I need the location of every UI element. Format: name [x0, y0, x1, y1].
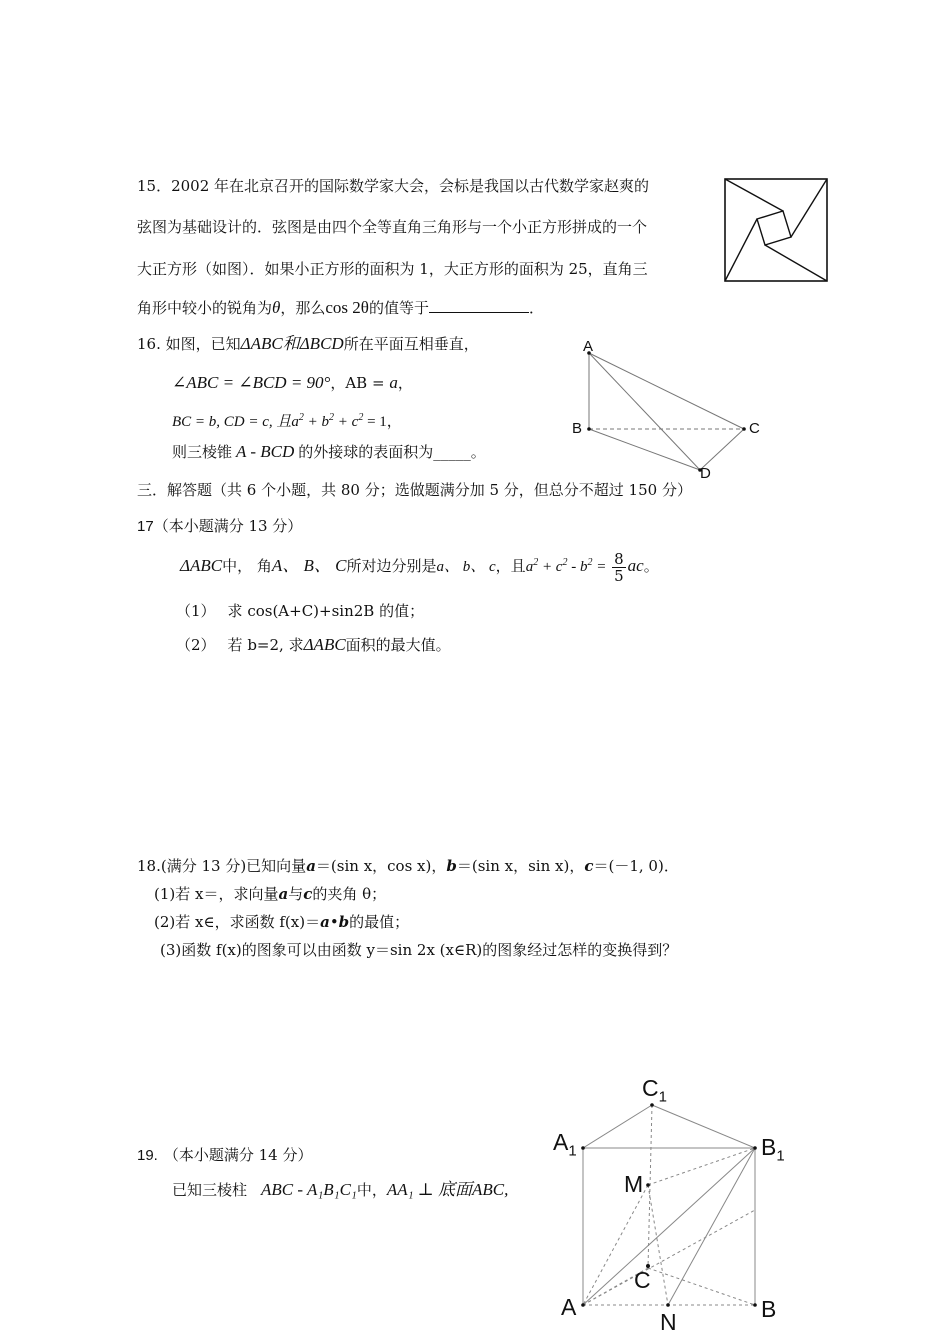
q19-label-b1-sub: 1 [776, 1147, 785, 1165]
q18-vector-b: b [446, 857, 457, 875]
q17-sides: a、 b、 c [436, 559, 496, 575]
q15-text-c: 的值等于 [368, 299, 429, 317]
q16-label-a: A [583, 338, 594, 355]
q19-label-a1-letter: A [553, 1129, 569, 1155]
q18-c-def: ＝(－1, 0)． [593, 857, 679, 875]
q19-label-c1-sub: 1 [658, 1088, 667, 1106]
q17-equation: $a^2 + c^2 - b^2$ = [525, 557, 611, 575]
q17-text-a: 中， 角 [222, 557, 272, 575]
q18-a-def: ＝(sin x，cos x)， [315, 857, 447, 875]
q15-line1: 15．2002 年在北京召开的国际数学家大会，会标是我国以古代数学家赵爽的 [137, 177, 650, 195]
q19-label-n: N [660, 1309, 677, 1335]
q19-label-c: C [634, 1267, 651, 1293]
q19-label-a1-sub: 1 [568, 1142, 577, 1160]
q18-part1-text-c: 的夹角 θ； [312, 885, 387, 903]
q19-label-b: B [761, 1296, 777, 1322]
q19-label-m: M [624, 1171, 644, 1197]
q16-label-d: D [700, 465, 711, 482]
q18-vector-a: a [306, 857, 316, 875]
q19-perpendicular: AA₁ ⊥ 底面ABC, [386, 1180, 509, 1199]
q17-triangle: ΔABC [180, 556, 223, 575]
q16-angles: ∠ABC = ∠BCD = 90° [172, 373, 331, 392]
q16-text-a: 16. 如图，已知 [137, 335, 241, 353]
q18-part1-text-a: (1)若 x＝，求向量 [154, 885, 279, 903]
q18-part2-dot: • [329, 913, 339, 931]
q19-label-c1 [642, 1075, 667, 1106]
q17-frac-den: 5 [614, 566, 624, 585]
q16-sum-equals: = 1， [367, 414, 402, 430]
q15-theta: θ [272, 298, 281, 317]
q18-part2-text-a: (2)若 x∈，求函数 f(x)＝ [154, 913, 321, 931]
q17-part2-text-a: 若 b=2, 求 [227, 636, 304, 654]
q17-part2-text-b: 面积的最大值。 [345, 636, 451, 654]
q18-text-a: 18.(满分 13 分)已知向量 [137, 857, 307, 875]
q18-b-def: ＝(sin x，sin x)， [456, 857, 585, 875]
q15-text-a: 角形中较小的锐角为 [137, 299, 273, 317]
q15-end: ． [528, 299, 544, 317]
q16-bc-cd: BC = b, CD = c, 且 [172, 414, 292, 430]
section-three-heading: 三．解答题（共 6 个小题，共 80 分；选做题满分加 5 分，但总分不超过 150 分） [137, 481, 692, 499]
q16-answer-blank[interactable]: _____ [433, 443, 471, 461]
q17-text-b: 所对边分别是 [346, 557, 437, 575]
q17-end: 。 [643, 557, 659, 575]
q19-text-a: 已知三棱柱 [172, 1181, 248, 1199]
q18-vector-c: c [584, 857, 594, 875]
q19-label-a: A [561, 1294, 577, 1320]
q15-text-b: ，那么 [280, 299, 326, 317]
q16-comma: ， [397, 374, 413, 392]
q19-points: （本小题满分 14 分） [163, 1146, 313, 1164]
q17-part2-triangle: ΔABC [303, 635, 346, 654]
q16-tetrahedron: A - BCD [236, 442, 295, 461]
q18-part1-vector-c: c [303, 885, 313, 903]
q19-label-c1-letter: C [642, 1075, 659, 1101]
q16-end: 。 [470, 443, 486, 461]
q17-angles: A、 B、 C [271, 556, 347, 575]
q17-ac: ac [627, 556, 644, 575]
q19-label-a1 [553, 1129, 577, 1160]
q16-label-c: C [749, 420, 760, 437]
q19-number: 19. [137, 1147, 158, 1164]
q18-part2-vector-b: b [338, 913, 350, 931]
q19-text-b: 中， [356, 1181, 387, 1199]
q18-part3: (3)函数 f(x)的图象可以由函数 y＝sin 2x (x∈R)的图象经过怎样的变换得到？ [160, 941, 678, 959]
q18-part2-vector-a: a [320, 913, 330, 931]
q19-label-b1-letter: B [761, 1134, 777, 1160]
q16-ab-label: ，AB = [330, 374, 390, 392]
q17-part1-num: （1） [176, 602, 216, 620]
q18-part2-text-b: 的最值； [349, 913, 410, 931]
q16-text-b: 所在平面互相垂直， [343, 335, 479, 353]
q17-part2-num: （2） [176, 636, 216, 654]
q16-triangles: ΔABC和ΔBCD [240, 334, 344, 353]
q16-ab-value: a [389, 373, 398, 392]
q16-text-c: 则三棱锥 [172, 443, 233, 461]
q16-label-b: B [572, 420, 583, 437]
q17-number: 17 [137, 518, 154, 535]
q17-points: （本小题满分 13 分） [153, 517, 303, 535]
q18-part1-vector-a: a [278, 885, 289, 903]
q15-cos2theta: cos 2θ [325, 298, 369, 317]
q19-label-b1 [761, 1134, 785, 1165]
q19-prism: ABC - A₁B₁C₁ [261, 1180, 357, 1199]
q16-sum-squares: $a^2 + b^2 + c^2$ [291, 412, 364, 430]
q18-part1-text-b: 与 [288, 885, 304, 903]
q17-text-c: ，且 [495, 557, 526, 575]
q17-part1-text: 求 cos(A+C)+sin2B 的值； [227, 602, 425, 620]
q16-text-d: 的外接球的表面积为 [298, 443, 434, 461]
q15-line3: 大正方形（如图）．如果小正方形的面积为 1，大正方形的面积为 25，直角三 [137, 260, 648, 278]
q15-line2: 弦图为基础设计的．弦图是由四个全等直角三角形与一个小正方形拼成的一个 [137, 218, 648, 236]
q17-frac-num: 8 [614, 549, 624, 568]
